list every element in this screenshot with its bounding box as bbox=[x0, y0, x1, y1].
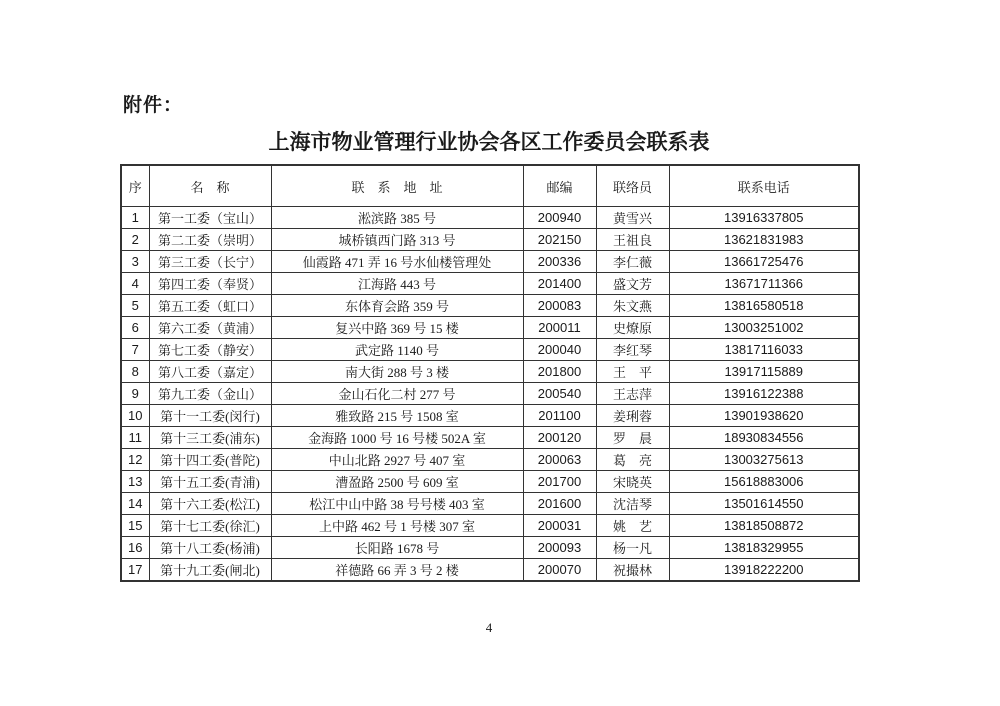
contact-phone: 13671711366 bbox=[669, 273, 859, 295]
header-contact-person: 联络员 bbox=[596, 165, 669, 207]
committee-name: 第十五工委(青浦) bbox=[149, 471, 271, 493]
table-row bbox=[121, 449, 859, 471]
contact-phone: 13817116033 bbox=[669, 339, 859, 361]
postal-code: 200940 bbox=[523, 207, 596, 229]
committee-name: 第六工委（黄浦） bbox=[149, 317, 271, 339]
header-contact-phone: 联系电话 bbox=[669, 165, 859, 207]
row-index: 1 bbox=[121, 207, 149, 229]
contact-address: 金海路 1000 号 16 号楼 502A 室 bbox=[271, 427, 523, 449]
row-index: 5 bbox=[121, 295, 149, 317]
contact-phone: 13621831983 bbox=[669, 229, 859, 251]
postal-code: 200070 bbox=[523, 559, 596, 582]
page-number: 4 bbox=[485, 620, 493, 635]
contact-address: 雅致路 215 号 1508 室 bbox=[271, 405, 523, 427]
contact-phone: 13501614550 bbox=[669, 493, 859, 515]
row-index: 11 bbox=[121, 427, 149, 449]
row-index: 3 bbox=[121, 251, 149, 273]
header-row-index: 序 bbox=[121, 165, 149, 207]
committee-name: 第九工委（金山） bbox=[149, 383, 271, 405]
contact-person: 杨一凡 bbox=[596, 537, 669, 559]
postal-code: 202150 bbox=[523, 229, 596, 251]
table-row bbox=[121, 207, 859, 229]
committee-name: 第四工委（奉贤） bbox=[149, 273, 271, 295]
committee-name: 第十一工委(闵行) bbox=[149, 405, 271, 427]
table-row bbox=[121, 383, 859, 405]
contact-address: 南大街 288 号 3 楼 bbox=[271, 361, 523, 383]
contact-phone: 13916122388 bbox=[669, 383, 859, 405]
contact-person: 祝撮林 bbox=[596, 559, 669, 582]
table-row bbox=[121, 515, 859, 537]
header-committee-name: 名 称 bbox=[149, 165, 271, 207]
committee-name: 第八工委（嘉定） bbox=[149, 361, 271, 383]
contact-table bbox=[120, 164, 860, 582]
contact-address: 祥德路 66 弄 3 号 2 楼 bbox=[271, 559, 523, 582]
table-header-row bbox=[121, 165, 859, 207]
postal-code: 200063 bbox=[523, 449, 596, 471]
contact-phone: 13918222200 bbox=[669, 559, 859, 582]
table-body bbox=[121, 207, 859, 582]
header-postal-code: 邮编 bbox=[523, 165, 596, 207]
postal-code: 200040 bbox=[523, 339, 596, 361]
row-index: 2 bbox=[121, 229, 149, 251]
contact-phone: 13818329955 bbox=[669, 537, 859, 559]
row-index: 9 bbox=[121, 383, 149, 405]
committee-name: 第十六工委(松江) bbox=[149, 493, 271, 515]
table-row bbox=[121, 405, 859, 427]
postal-code: 200083 bbox=[523, 295, 596, 317]
contact-phone: 13917115889 bbox=[669, 361, 859, 383]
contact-person: 王 平 bbox=[596, 361, 669, 383]
contact-address: 上中路 462 号 1 号楼 307 室 bbox=[271, 515, 523, 537]
row-index: 16 bbox=[121, 537, 149, 559]
contact-person: 沈洁琴 bbox=[596, 493, 669, 515]
postal-code: 200093 bbox=[523, 537, 596, 559]
contact-phone: 13818508872 bbox=[669, 515, 859, 537]
contact-phone: 13916337805 bbox=[669, 207, 859, 229]
contact-phone: 13661725476 bbox=[669, 251, 859, 273]
contact-person: 黄雪兴 bbox=[596, 207, 669, 229]
row-index: 8 bbox=[121, 361, 149, 383]
contact-address: 中山北路 2927 号 407 室 bbox=[271, 449, 523, 471]
attachment-label: 附件： bbox=[123, 95, 184, 116]
contact-address: 复兴中路 369 号 15 楼 bbox=[271, 317, 523, 339]
contact-phone: 13003275613 bbox=[669, 449, 859, 471]
committee-name: 第七工委（静安） bbox=[149, 339, 271, 361]
page-title: 上海市物业管理行业协会各区工作委员会联系表 bbox=[268, 130, 710, 154]
committee-name: 第十三工委(浦东) bbox=[149, 427, 271, 449]
contact-person: 李红琴 bbox=[596, 339, 669, 361]
contact-person: 朱文燕 bbox=[596, 295, 669, 317]
committee-name: 第十八工委(杨浦) bbox=[149, 537, 271, 559]
contact-address: 江海路 443 号 bbox=[271, 273, 523, 295]
contact-phone: 15618883006 bbox=[669, 471, 859, 493]
contact-person: 姚 艺 bbox=[596, 515, 669, 537]
contact-address: 仙霞路 471 弄 16 号水仙楼管理处 bbox=[271, 251, 523, 273]
contact-address: 漕盈路 2500 号 609 室 bbox=[271, 471, 523, 493]
contact-person: 葛 亮 bbox=[596, 449, 669, 471]
committee-name: 第一工委（宝山） bbox=[149, 207, 271, 229]
table-header bbox=[121, 165, 859, 207]
contact-phone: 13003251002 bbox=[669, 317, 859, 339]
committee-name: 第五工委（虹口） bbox=[149, 295, 271, 317]
table-row bbox=[121, 471, 859, 493]
row-index: 13 bbox=[121, 471, 149, 493]
contact-address: 长阳路 1678 号 bbox=[271, 537, 523, 559]
contact-address: 武定路 1140 号 bbox=[271, 339, 523, 361]
contact-address: 东体育会路 359 号 bbox=[271, 295, 523, 317]
row-index: 17 bbox=[121, 559, 149, 582]
table-row bbox=[121, 537, 859, 559]
contact-person: 史燎原 bbox=[596, 317, 669, 339]
row-index: 10 bbox=[121, 405, 149, 427]
contact-person: 李仁薇 bbox=[596, 251, 669, 273]
row-index: 6 bbox=[121, 317, 149, 339]
postal-code: 201800 bbox=[523, 361, 596, 383]
table-row bbox=[121, 295, 859, 317]
postal-code: 200336 bbox=[523, 251, 596, 273]
postal-code: 201400 bbox=[523, 273, 596, 295]
row-index: 7 bbox=[121, 339, 149, 361]
contact-person: 姜琍蓉 bbox=[596, 405, 669, 427]
postal-code: 200031 bbox=[523, 515, 596, 537]
row-index: 12 bbox=[121, 449, 149, 471]
table-row bbox=[121, 427, 859, 449]
committee-name: 第十四工委(普陀) bbox=[149, 449, 271, 471]
postal-code: 201700 bbox=[523, 471, 596, 493]
table-row bbox=[121, 273, 859, 295]
header-contact-address: 联 系 地 址 bbox=[271, 165, 523, 207]
contact-person: 宋晓英 bbox=[596, 471, 669, 493]
postal-code: 200540 bbox=[523, 383, 596, 405]
row-index: 15 bbox=[121, 515, 149, 537]
contact-address: 松江中山中路 38 号号楼 403 室 bbox=[271, 493, 523, 515]
postal-code: 200120 bbox=[523, 427, 596, 449]
contact-person: 罗 晨 bbox=[596, 427, 669, 449]
row-index: 4 bbox=[121, 273, 149, 295]
row-index: 14 bbox=[121, 493, 149, 515]
contact-address: 城桥镇西门路 313 号 bbox=[271, 229, 523, 251]
committee-name: 第十七工委(徐汇) bbox=[149, 515, 271, 537]
table-row bbox=[121, 229, 859, 251]
contact-person: 王祖良 bbox=[596, 229, 669, 251]
committee-name: 第二工委（崇明） bbox=[149, 229, 271, 251]
contact-phone: 13816580518 bbox=[669, 295, 859, 317]
table-row bbox=[121, 251, 859, 273]
committee-name: 第三工委（长宁） bbox=[149, 251, 271, 273]
table-row bbox=[121, 361, 859, 383]
table-row bbox=[121, 339, 859, 361]
contact-person: 王志萍 bbox=[596, 383, 669, 405]
table-row bbox=[121, 493, 859, 515]
postal-code: 201600 bbox=[523, 493, 596, 515]
postal-code: 201100 bbox=[523, 405, 596, 427]
table-row bbox=[121, 317, 859, 339]
committee-name: 第十九工委(闸北) bbox=[149, 559, 271, 582]
postal-code: 200011 bbox=[523, 317, 596, 339]
contact-address: 金山石化二村 277 号 bbox=[271, 383, 523, 405]
contact-person: 盛文芳 bbox=[596, 273, 669, 295]
contact-address: 淞滨路 385 号 bbox=[271, 207, 523, 229]
contact-phone: 13901938620 bbox=[669, 405, 859, 427]
contact-phone: 18930834556 bbox=[669, 427, 859, 449]
table-row bbox=[121, 559, 859, 582]
